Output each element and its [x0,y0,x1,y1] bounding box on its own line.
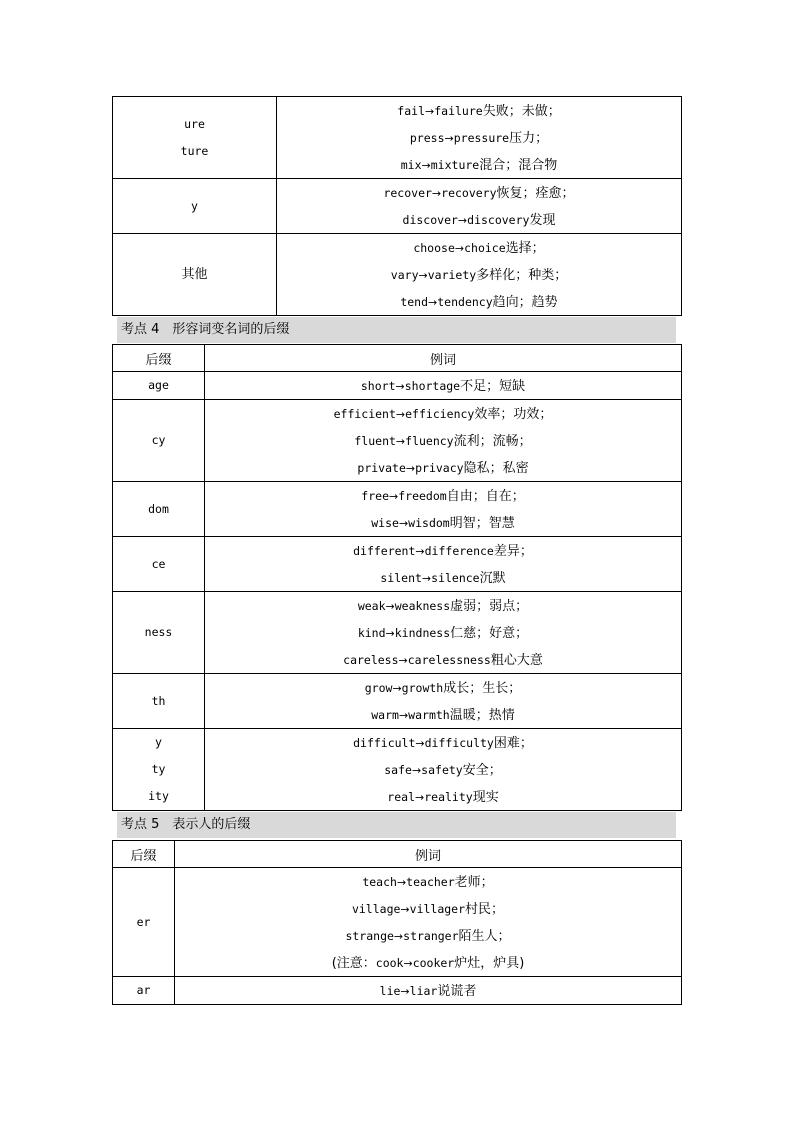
derived-word: reality [424,790,473,804]
derived-word: weakness [394,599,451,613]
base-word: real [387,790,415,804]
arrow-icon: → [411,764,422,777]
suffix-cell [113,482,205,537]
derived-word: pressure [453,131,510,145]
arrow-icon: → [389,490,399,503]
meaning: 多样化；种类； [476,268,568,283]
table-body [113,97,682,316]
base-word: safe [384,763,412,777]
derived-word: failure [434,104,483,118]
arrow-icon: → [415,545,425,558]
derived-word: warmth [408,708,450,722]
table-row [113,592,682,674]
table-row [113,729,682,811]
derived-word: silence [431,571,480,585]
derived-word: carelessness [407,653,491,667]
suffix-label: ar [136,983,151,997]
header-suffix: 后缀 [113,841,175,868]
base-word: vary [390,268,419,282]
suffix-label: dom [148,501,169,516]
section-title-4: 考点 4 形容词变名词的后缀 [117,317,676,343]
suffix-cell [113,868,175,977]
meaning: 现实 [472,790,499,805]
example-line [277,288,681,315]
arrow-icon: → [400,985,410,998]
arrow-icon: → [425,105,435,118]
base-word: kind [357,626,386,640]
arrow-icon: → [398,517,409,530]
base-word: recover [383,186,432,200]
meaning: 效率；功效； [474,407,553,422]
meaning: 压力； [509,131,549,146]
table-row [113,977,682,1005]
suffix-cell [113,400,205,482]
table-row [113,179,682,234]
example-line [175,895,681,922]
example-line [205,592,681,619]
base-word: silent [380,571,422,585]
examples-cell [205,674,682,729]
example-line [205,729,681,756]
base-word: weak [357,599,386,613]
section-title-5: 考点 5 表示人的后缀 [117,812,676,838]
base-word: press [409,131,445,145]
suffix-label: y [191,198,198,213]
derived-word: privacy [415,461,464,475]
example-line [205,674,681,701]
arrow-icon: → [454,242,465,255]
examples-cell [205,372,682,400]
arrow-icon: → [385,627,395,640]
example-line [205,701,681,728]
meaning: 自由；自在； [446,489,525,504]
suffix-label: er [136,914,151,929]
table-row [113,482,682,537]
example-line [175,922,681,949]
arrow-icon: → [421,159,431,172]
example-line [205,646,681,673]
meaning: 仁慈；好意； [450,626,529,641]
base-word: difficult [353,736,416,750]
arrow-icon: → [395,435,406,448]
examples-cell [277,179,682,234]
meaning: 说谎者 [437,984,477,999]
base-word: cook [375,956,404,970]
example-line [205,482,681,509]
example-line [205,756,681,783]
header-suffix: 后缀 [113,345,205,372]
derived-word: fluency [405,434,454,448]
suffix-cell [113,592,205,674]
derived-word: choice [464,241,506,255]
examples-cell [175,868,682,977]
suffix-cell [113,234,277,316]
arrow-icon: → [400,903,410,916]
arrow-icon: → [444,132,454,145]
arrow-icon: → [385,600,395,613]
example-line [175,949,681,976]
arrow-icon: → [393,930,404,943]
arrow-icon: → [415,791,425,804]
arrow-icon: → [396,876,407,889]
meaning: 发现 [529,213,556,228]
derived-word: growth [401,681,444,695]
example-line [205,400,681,427]
derived-word: wisdom [408,516,450,530]
suffix-cell [113,97,277,179]
table-row [113,372,682,400]
arrow-icon: → [421,572,432,585]
example-line [205,509,681,536]
arrow-icon: → [392,682,402,695]
base-word: strange [345,929,394,943]
example-line [277,261,681,288]
table-row [113,97,682,179]
derived-word: villager [409,902,466,916]
meaning: 困难； [493,736,533,751]
meaning: 虚弱；弱点； [450,599,529,614]
meaning: 沉默 [479,571,506,586]
suffix-label: ture [180,143,209,158]
base-word: different [353,544,416,558]
meaning: 不足；短缺 [460,379,526,394]
example-line [205,427,681,454]
base-word: fluent [354,434,396,448]
meaning: 混合；混合物 [479,158,558,173]
examples-cell [277,97,682,179]
derived-word: recovery [441,186,497,200]
derived-word: cooker [412,956,455,970]
meaning: 炉灶，炉具) [454,956,525,971]
table-row [113,234,682,316]
derived-word: shortage [404,379,461,393]
meaning: 恢复；痊愈； [496,186,575,201]
table-body [113,345,682,811]
example-line [277,234,681,261]
example-line [277,179,681,206]
base-word: choose [413,241,455,255]
derived-word: discovery [467,213,530,227]
meaning: 失败；未做； [482,104,561,119]
example-line [205,783,681,810]
base-word: wise [371,516,399,530]
base-word: fail [397,104,425,118]
arrow-icon: → [418,269,428,282]
meaning: 温暖；热情 [449,708,515,723]
arrow-icon: → [398,709,409,722]
example-line [175,868,681,895]
derived-word: kindness [394,626,451,640]
arrow-icon: → [415,737,425,750]
base-word: careless [343,653,399,667]
suffix-label: ce [151,556,166,571]
base-word: grow [364,681,393,695]
table-row [113,674,682,729]
examples-cell [175,977,682,1005]
suffix-label: ness [144,625,173,639]
table-row [113,868,682,977]
meaning: 陌生人； [458,929,511,944]
examples-cell [205,537,682,592]
suffix-cell [113,977,175,1005]
suffix-label: age [148,378,169,392]
suffix-label: th [151,693,166,708]
suffix-cell [113,537,205,592]
suffix-label: 其他 [181,267,208,282]
derived-word: teacher [406,875,455,889]
suffix-label: ity [148,789,169,803]
base-word: warm [371,708,399,722]
base-word: tend [400,295,429,309]
suffix-label: cy [151,433,166,447]
meaning: 成长；生长； [443,681,522,696]
base-word: discover [402,213,458,227]
table-body [113,841,682,1005]
arrow-icon: → [398,654,408,667]
meaning: 粗心大意 [490,653,543,668]
suffix-label: y [155,735,162,749]
arrow-icon: → [457,214,468,227]
derived-word: liar [409,984,438,998]
example-line [205,619,681,646]
suffix-cell [113,179,277,234]
suffix-label: ty [151,762,166,776]
derived-word: stranger [403,929,459,943]
meaning: 隐私；私密 [463,461,529,476]
meaning: 差异； [493,544,533,559]
suffix-cell [113,372,205,400]
examples-cell [205,592,682,674]
examples-cell [205,729,682,811]
derived-word: freedom [398,489,447,503]
meaning: 流利；流畅； [453,434,532,449]
base-word: village [351,902,401,916]
suffix-label: ure [184,116,205,131]
examples-cell [205,482,682,537]
example-line [277,206,681,233]
header-row [113,345,682,372]
arrow-icon: → [431,187,442,200]
derived-word: variety [427,268,477,282]
suffix-table-1 [112,96,682,316]
base-word: lie [379,984,401,998]
example-line [175,977,681,1004]
derived-word: difficulty [424,736,494,750]
arrow-icon: → [428,296,438,309]
derived-word: mixture [430,158,480,172]
arrow-icon: → [395,380,405,393]
example-line [205,454,681,481]
table-row [113,537,682,592]
meaning: 明智；智慧 [449,516,515,531]
header-row [113,841,682,868]
suffix-table-4 [112,344,682,811]
arrow-icon: → [395,408,406,421]
meaning: 老师； [454,875,494,890]
examples-cell [277,234,682,316]
derived-word: tendency [437,295,493,309]
arrow-icon: → [405,462,416,475]
base-word: short [360,379,396,393]
arrow-icon: → [403,957,413,970]
examples-cell [205,400,682,482]
table-row [113,400,682,482]
suffix-cell [113,674,205,729]
example-note-prefix: (注意： [331,956,376,971]
derived-word: difference [424,544,494,558]
base-word: free [361,489,389,503]
example-line [205,372,681,399]
example-line [205,537,681,564]
example-line [205,564,681,591]
suffix-table-5 [112,840,682,1005]
example-line [277,124,681,151]
base-word: private [357,461,406,475]
suffix-cell [113,729,205,811]
base-word: teach [362,875,397,889]
meaning: 安全； [462,763,502,778]
meaning: 村民； [465,902,505,917]
header-examples: 例词 [175,841,682,868]
example-line [277,97,681,124]
header-examples: 例词 [205,345,682,372]
meaning: 选择； [505,241,545,256]
meaning: 趋向；趋势 [492,295,558,310]
example-line [277,151,681,178]
derived-word: safety [421,763,463,777]
derived-word: efficiency [405,407,475,421]
base-word: mix [400,158,422,172]
base-word: efficient [333,407,396,421]
